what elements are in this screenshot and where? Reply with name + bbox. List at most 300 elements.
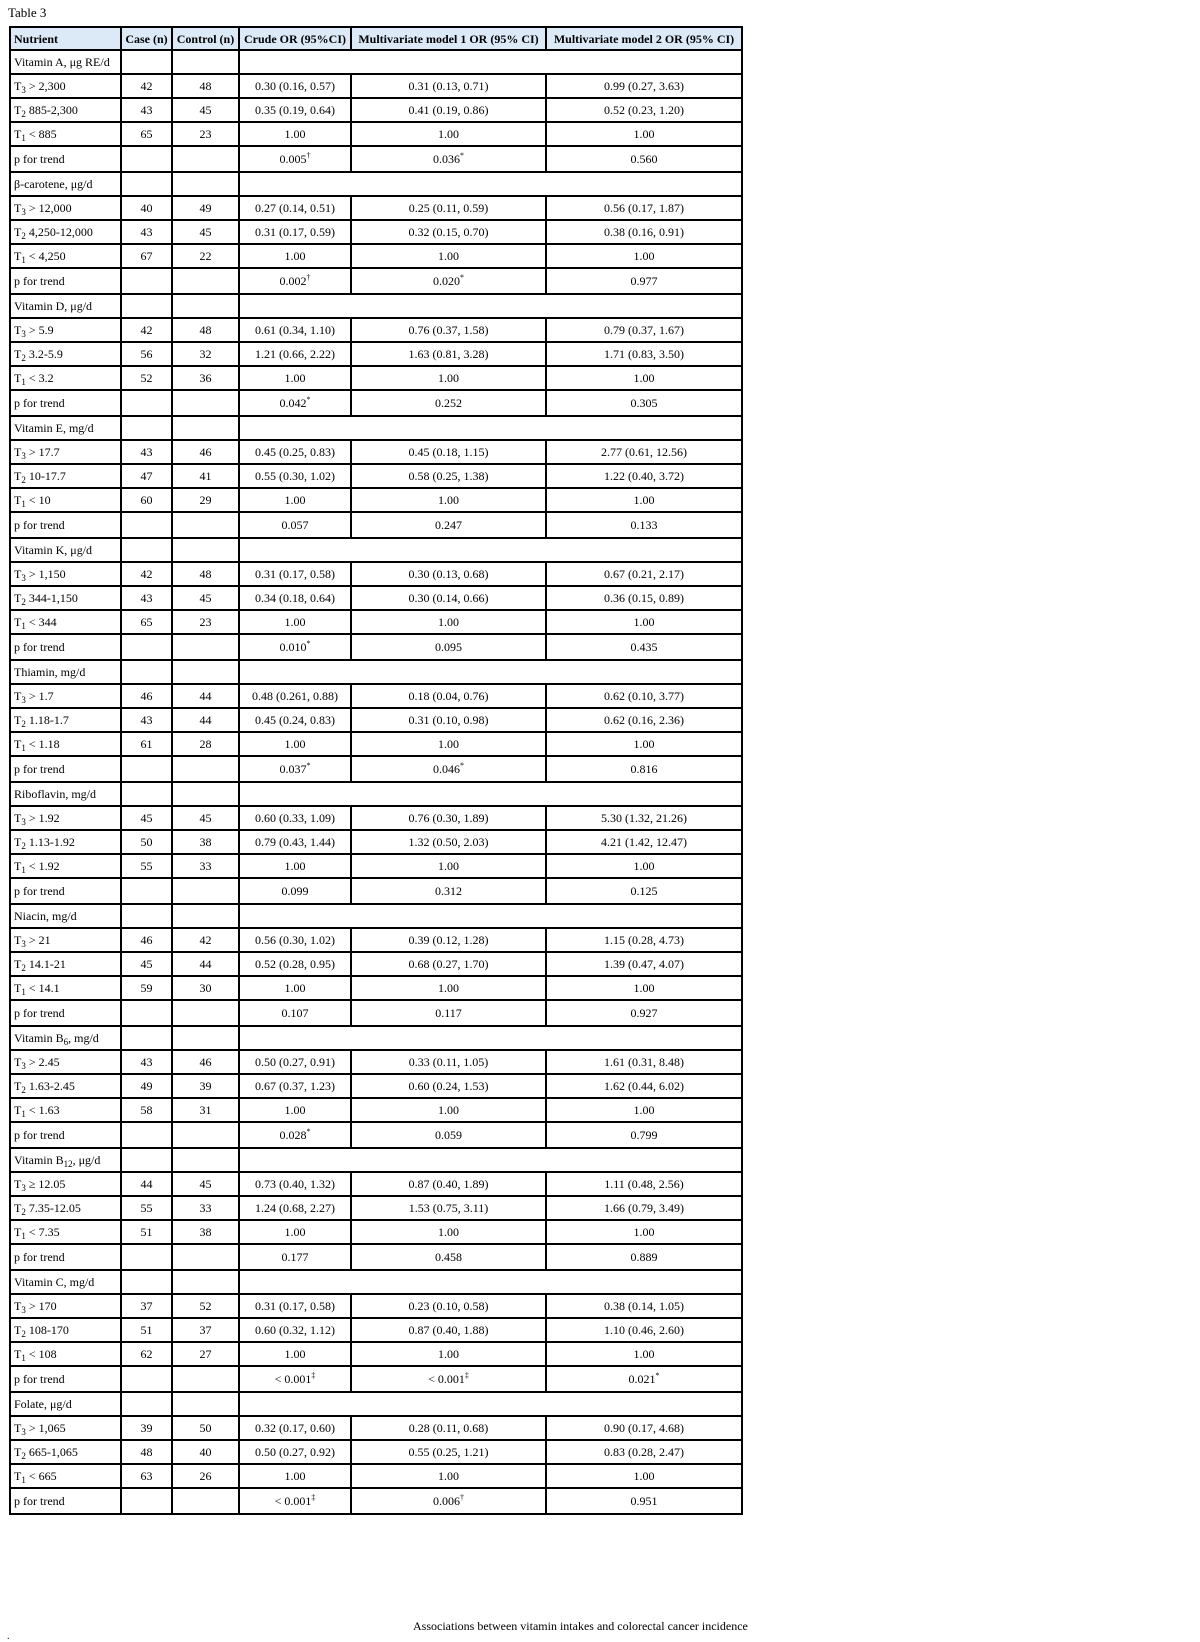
tertile-number: 1 [21,865,26,875]
model-1-p-trend [351,1366,546,1392]
model-1-or-value: 1.00 [351,1098,546,1122]
empty-cell [121,50,172,74]
case-count: 56 [121,342,172,366]
tertile-number: 1 [21,1109,26,1119]
crude-or-value: 1.00 [239,1464,351,1488]
control-count: 50 [172,1416,239,1440]
nutrient-name [10,660,121,684]
model-2-or-value: 0.62 (0.10, 3.77) [546,684,742,708]
model-1-or-value: 0.68 (0.27, 1.70) [351,952,546,976]
model-1-or-value: 0.87 (0.40, 1.88) [351,1318,546,1342]
model-2-p-trend-value: 0.977 [630,274,658,288]
empty-cell [121,416,172,440]
model-2-or-value: 0.62 (0.16, 2.36) [546,708,742,732]
crude-or-value: 0.48 (0.261, 0.88) [239,684,351,708]
nutrient-heading-row [10,294,742,318]
model-1-or-value: 1.32 (0.50, 2.03) [351,830,546,854]
empty-cell [239,660,742,684]
model-1-or-value: 1.00 [351,244,546,268]
tertile-range: 10-17.7 [28,469,66,483]
significance-mark: ‡ [311,1371,316,1380]
tertile-row [10,806,742,830]
model-1-p-trend [351,878,546,904]
model-2-p-trend [546,634,742,660]
tertile-range: 1.18-1.7 [28,713,69,727]
tertile-row [10,586,742,610]
tertile-row [10,366,742,390]
model-2-or-value: 1.00 [546,366,742,390]
model-2-or-value: 1.22 (0.40, 3.72) [546,464,742,488]
crude-p-trend [239,146,351,172]
p-trend-row [10,756,742,782]
tertile-number: 2 [21,1451,26,1461]
tertile-row [10,1074,742,1098]
model-2-or-value: 0.67 (0.21, 2.17) [546,562,742,586]
tertile-label: $T_3 > 17.7$ [10,440,121,464]
tertile-range: 4,250-12,000 [28,225,93,239]
tertile-number: 1 [21,377,26,387]
nutrient-name-text: Riboflavin, mg/d [14,787,96,801]
tertile-label: $T_2$ 7.35-12.05 [10,1196,121,1220]
tertile-label: $T_1 < 3.2$ [10,366,121,390]
crude-or-value: 0.55 (0.30, 1.02) [239,464,351,488]
tertile-row [10,732,742,756]
tertile-range: 3.2-5.9 [28,347,63,361]
p-trend-label: p for trend [10,1488,121,1514]
empty-cell [121,512,172,538]
p-trend-row [10,146,742,172]
control-count: 46 [172,1050,239,1074]
nutrient-name-text: Folate, μg/d [14,1397,72,1411]
empty-cell [172,1488,239,1514]
footer-mark: . [7,1631,10,1642]
empty-cell [172,756,239,782]
case-count: 49 [121,1074,172,1098]
model-2-p-trend [546,1366,742,1392]
model-1-or-value: 1.00 [351,1464,546,1488]
p-trend-label: p for trend [10,634,121,660]
case-count: 67 [121,244,172,268]
tertile-label: $T_1 < 10$ [10,488,121,512]
significance-mark: * [460,151,464,160]
control-count: 49 [172,196,239,220]
case-count: 43 [121,1050,172,1074]
tertile-number: 3 [21,207,26,217]
crude-p-trend-value: 0.002 [279,274,307,288]
crude-p-trend-value: 0.010 [279,640,307,654]
model-1-or-value: 0.45 (0.18, 1.15) [351,440,546,464]
empty-cell [121,660,172,684]
empty-cell [172,1000,239,1026]
tertile-row [10,1440,742,1464]
significance-mark: † [460,1493,464,1502]
tertile-label: $T_2$ 1.63-2.45 [10,1074,121,1098]
header-model-1-or: Multivariate model 1 OR (95% CI) [351,27,546,50]
p-trend-row [10,390,742,416]
model-2-or-value: 1.00 [546,122,742,146]
crude-or-value: 0.32 (0.17, 0.60) [239,1416,351,1440]
p-trend-label: p for trend [10,878,121,904]
tertile-number: 3 [21,329,26,339]
p-trend-row [10,512,742,538]
tertile-label: $T_2$ 885-2,300 [10,98,121,122]
crude-or-value: 0.60 (0.32, 1.12) [239,1318,351,1342]
tertile-range: < 14.1 [28,981,60,995]
model-1-p-trend [351,512,546,538]
empty-cell [172,390,239,416]
model-2-or-value: 1.66 (0.79, 3.49) [546,1196,742,1220]
model-2-p-trend-value: 0.799 [630,1128,658,1142]
model-2-or-value: 0.52 (0.23, 1.20) [546,98,742,122]
control-count: 48 [172,562,239,586]
model-1-p-trend [351,756,546,782]
crude-or-value: 1.00 [239,1220,351,1244]
model-1-or-value: 1.00 [351,366,546,390]
tertile-label: $T_1 < 344$ [10,610,121,634]
model-1-or-value: 0.58 (0.25, 1.38) [351,464,546,488]
tertile-label: $T_1 < 7.35$ [10,1220,121,1244]
empty-cell [172,1366,239,1392]
empty-cell [121,904,172,928]
model-2-or-value: 1.00 [546,244,742,268]
tertile-range: 665-1,065 [28,1445,78,1459]
tertile-label: $T_3 > 12,000$ [10,196,121,220]
model-2-or-value: 1.00 [546,732,742,756]
empty-cell [239,294,742,318]
model-2-or-value: 1.15 (0.28, 4.73) [546,928,742,952]
table-caption: Associations between vitamin intakes and colorectal cancer incidence [413,1619,748,1633]
control-count: 45 [172,98,239,122]
control-count: 32 [172,342,239,366]
tertile-number: 3 [21,1183,26,1193]
nutrient-name [10,1270,121,1294]
crude-or-value: 0.73 (0.40, 1.32) [239,1172,351,1196]
tertile-label: $T_3 > 1.7$ [10,684,121,708]
model-2-or-value: 4.21 (1.42, 12.47) [546,830,742,854]
tertile-number: 2 [21,231,26,241]
empty-cell [239,538,742,562]
tertile-number: 2 [21,597,26,607]
tertile-number: 1 [21,743,26,753]
model-1-or-value: 0.18 (0.04, 0.76) [351,684,546,708]
case-count: 43 [121,440,172,464]
crude-or-value: 0.31 (0.17, 0.58) [239,1294,351,1318]
case-count: 40 [121,196,172,220]
model-1-or-value: 1.00 [351,1220,546,1244]
control-count: 29 [172,488,239,512]
nutrient-heading-row [10,1026,742,1050]
model-2-p-trend-value: 0.305 [630,396,658,410]
crude-or-value: 0.52 (0.28, 0.95) [239,952,351,976]
model-2-or-value: 0.90 (0.17, 4.68) [546,1416,742,1440]
control-count: 44 [172,952,239,976]
empty-cell [172,1122,239,1148]
tertile-label: $T_2$ 10-17.7 [10,464,121,488]
crude-p-trend [239,634,351,660]
crude-p-trend-value: 0.177 [281,1250,309,1264]
nutrient-heading-row [10,1270,742,1294]
tertile-label: $T_3 > 21$ [10,928,121,952]
crude-p-trend [239,756,351,782]
control-count: 37 [172,1318,239,1342]
empty-cell [239,1392,742,1416]
model-1-or-value: 0.31 (0.13, 0.71) [351,74,546,98]
model-2-p-trend-value: 0.125 [630,884,658,898]
model-2-p-trend-value: 0.560 [630,152,658,166]
tertile-row [10,952,742,976]
crude-p-trend [239,1122,351,1148]
model-2-p-trend-value: 0.133 [630,518,658,532]
empty-cell [172,1244,239,1270]
model-1-p-trend [351,1244,546,1270]
tertile-label: $T_2$ 4,250-12,000 [10,220,121,244]
p-trend-row [10,1000,742,1026]
tertile-row [10,244,742,268]
case-count: 43 [121,220,172,244]
nutrient-name-unit: , μg/d [72,1153,101,1167]
nutrient-name-text: Thiamin, mg/d [14,665,86,679]
empty-cell [172,294,239,318]
case-count: 37 [121,1294,172,1318]
crude-p-trend-value: 0.005 [279,152,307,166]
model-1-or-value: 0.25 (0.11, 0.59) [351,196,546,220]
model-1-or-value: 0.23 (0.10, 0.58) [351,1294,546,1318]
crude-or-value: 0.67 (0.37, 1.23) [239,1074,351,1098]
tertile-row [10,684,742,708]
control-count: 46 [172,440,239,464]
case-count: 63 [121,1464,172,1488]
model-1-or-value: 1.00 [351,1342,546,1366]
p-trend-row [10,878,742,904]
nutrient-name [10,782,121,806]
empty-cell [121,172,172,196]
header-nutrient: Nutrient [10,27,121,50]
model-1-or-value: 1.00 [351,122,546,146]
model-1-or-value: 0.87 (0.40, 1.89) [351,1172,546,1196]
tertile-range: < 665 [28,1469,57,1483]
tertile-number: 2 [21,963,26,973]
tertile-number: 2 [21,719,26,729]
tertile-range: > 1.7 [28,689,54,703]
nutrient-name [10,1026,121,1050]
case-count: 42 [121,562,172,586]
model-2-or-value: 1.00 [546,488,742,512]
tertile-label: $T_1 < 1.63$ [10,1098,121,1122]
tertile-range: < 4,250 [28,249,66,263]
header-control: Control (n) [172,27,239,50]
tertile-range: < 108 [28,1347,57,1361]
model-1-p-trend-value: 0.020 [433,274,460,288]
empty-cell [239,50,742,74]
control-count: 38 [172,1220,239,1244]
model-2-p-trend-value: 0.021 [628,1372,656,1386]
empty-cell [121,268,172,294]
empty-cell [121,294,172,318]
model-1-p-trend [351,1488,546,1514]
tertile-number: 2 [21,1329,26,1339]
tertile-row [10,220,742,244]
tertile-number: 3 [21,573,26,583]
model-1-or-value: 1.63 (0.81, 3.28) [351,342,546,366]
tertile-label: $T_3 > 2.45$ [10,1050,121,1074]
crude-or-value: 0.34 (0.18, 0.64) [239,586,351,610]
tertile-number: 3 [21,1061,26,1071]
tertile-row [10,562,742,586]
crude-or-value: 1.00 [239,1098,351,1122]
empty-cell [121,1122,172,1148]
model-1-p-trend-value: 0.036 [433,152,460,166]
crude-or-value: 1.00 [239,122,351,146]
crude-p-trend [239,390,351,416]
model-1-or-value: 1.53 (0.75, 3.11) [351,1196,546,1220]
tertile-row [10,854,742,878]
case-count: 55 [121,1196,172,1220]
case-count: 60 [121,488,172,512]
tertile-label: $T_2$ 3.2-5.9 [10,342,121,366]
case-count: 43 [121,98,172,122]
model-2-p-trend-value: 0.889 [630,1250,658,1264]
empty-cell [172,268,239,294]
tertile-label: $T_3 > 1,150$ [10,562,121,586]
nutrient-name-text: Vitamin A, μg RE/d [14,55,110,69]
control-count: 45 [172,220,239,244]
crude-p-trend [239,1366,351,1392]
tertile-label: $T_3 > 1.92$ [10,806,121,830]
tertile-number: 2 [21,475,26,485]
case-count: 48 [121,1440,172,1464]
case-count: 46 [121,928,172,952]
tertile-range: 344-1,150 [28,591,78,605]
model-2-or-value: 1.00 [546,610,742,634]
control-count: 36 [172,366,239,390]
p-trend-row [10,1366,742,1392]
case-count: 55 [121,854,172,878]
model-1-p-trend [351,146,546,172]
tertile-number: 2 [21,1085,26,1095]
crude-p-trend-value: 0.028 [279,1128,307,1142]
case-count: 52 [121,366,172,390]
tertile-range: < 3.2 [28,371,54,385]
model-2-p-trend [546,268,742,294]
p-trend-row [10,268,742,294]
tertile-row [10,1416,742,1440]
model-1-p-trend-value: 0.458 [435,1250,462,1264]
empty-cell [172,512,239,538]
model-1-p-trend [351,634,546,660]
tertile-range: > 2.45 [28,1055,60,1069]
header-model-2-or: Multivariate model 2 OR (95% CI) [546,27,742,50]
tertile-label: $T_2$ 665-1,065 [10,1440,121,1464]
crude-or-value: 1.00 [239,366,351,390]
crude-or-value: 0.31 (0.17, 0.58) [239,562,351,586]
model-2-or-value: 1.00 [546,1464,742,1488]
case-count: 46 [121,684,172,708]
empty-cell [121,1488,172,1514]
nutrient-heading-row [10,782,742,806]
tertile-label: $T_2$ 344-1,150 [10,586,121,610]
control-count: 45 [172,586,239,610]
model-2-p-trend [546,390,742,416]
control-count: 31 [172,1098,239,1122]
tertile-label: $T_2$ 1.13-1.92 [10,830,121,854]
crude-p-trend-value: 0.037 [279,762,307,776]
crude-p-trend-value: < 0.001 [274,1372,312,1386]
empty-cell [172,904,239,928]
empty-cell [121,1244,172,1270]
control-count: 44 [172,708,239,732]
tertile-number: 3 [21,85,26,95]
tertile-label: $T_3 > 1,065$ [10,1416,121,1440]
nutrient-heading-row [10,660,742,684]
p-trend-label: p for trend [10,146,121,172]
control-count: 28 [172,732,239,756]
crude-or-value: 0.61 (0.34, 1.10) [239,318,351,342]
model-2-or-value: 1.61 (0.31, 8.48) [546,1050,742,1074]
significance-mark: * [655,1371,660,1380]
nutrient-name [10,416,121,440]
crude-or-value: 1.00 [239,732,351,756]
nutrient-name-subscript: 12 [63,1159,73,1169]
case-count: 51 [121,1318,172,1342]
crude-p-trend [239,1488,351,1514]
p-trend-label: p for trend [10,756,121,782]
crude-or-value: 0.50 (0.27, 0.91) [239,1050,351,1074]
tertile-range: 1.13-1.92 [28,835,75,849]
p-trend-row [10,1244,742,1270]
crude-or-value: 1.00 [239,244,351,268]
tertile-number: 1 [21,1231,26,1241]
significance-mark: * [460,761,464,770]
significance-mark: * [306,1127,311,1136]
tertile-range: < 344 [28,615,57,629]
tertile-number: 1 [21,133,26,143]
control-count: 39 [172,1074,239,1098]
empty-cell [172,1392,239,1416]
empty-cell [172,660,239,684]
model-2-or-value: 1.62 (0.44, 6.02) [546,1074,742,1098]
crude-p-trend-value: 0.042 [279,396,307,410]
tertile-row [10,464,742,488]
tertile-row [10,1050,742,1074]
p-trend-label: p for trend [10,512,121,538]
tertile-row [10,1464,742,1488]
empty-cell [172,634,239,660]
crude-or-value: 1.24 (0.68, 2.27) [239,1196,351,1220]
nutrient-heading-row [10,1392,742,1416]
nutrient-name-unit: , mg/d [68,1031,99,1045]
crude-p-trend-value: 0.107 [281,1006,309,1020]
crude-or-value: 0.60 (0.33, 1.09) [239,806,351,830]
control-count: 48 [172,318,239,342]
empty-cell [121,634,172,660]
tertile-range: ≥ 12.05 [28,1177,66,1191]
tertile-row [10,1294,742,1318]
tertile-row [10,1196,742,1220]
crude-or-value: 0.79 (0.43, 1.44) [239,830,351,854]
nutrient-name-text: Vitamin K, μg/d [14,543,93,557]
empty-cell [121,878,172,904]
model-1-or-value: 0.60 (0.24, 1.53) [351,1074,546,1098]
crude-or-value: 0.45 (0.25, 0.83) [239,440,351,464]
tertile-range: < 10 [28,493,51,507]
empty-cell [239,172,742,196]
tertile-range: > 1,065 [28,1421,66,1435]
tertile-row [10,1098,742,1122]
tertile-number: 1 [21,255,26,265]
model-1-or-value: 0.28 (0.11, 0.68) [351,1416,546,1440]
tertile-number: 1 [21,621,26,631]
p-trend-row [10,1122,742,1148]
